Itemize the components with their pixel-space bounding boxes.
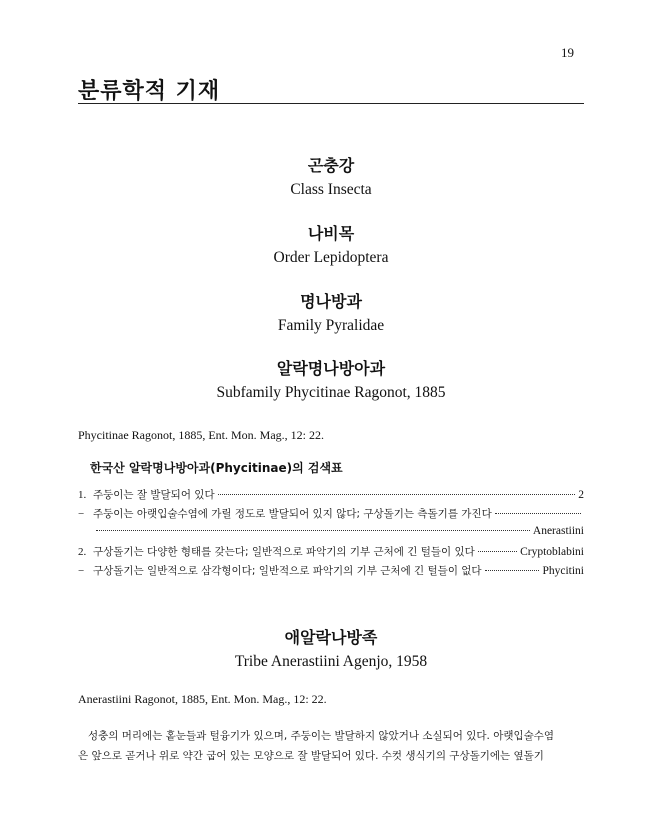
dot-leader xyxy=(495,513,581,514)
taxon-family-korean: 명나방과 xyxy=(300,292,362,311)
section-title: 분류학적 기재 xyxy=(78,79,221,104)
identification-key xyxy=(78,487,584,582)
taxon-class-latin: Class Insecta xyxy=(290,181,372,198)
title-underline xyxy=(78,103,584,104)
key-result: 2 xyxy=(578,489,584,501)
key-result: Phycitini xyxy=(542,565,584,577)
page-number: 19 xyxy=(561,45,574,60)
key-text: 주둥이는 아랫입술수염에 가릴 정도로 발달되어 있지 않다; 구상돌기는 측돌기를 가진다 xyxy=(93,508,492,520)
paragraph-line: 성충의 머리에는 홑눈들과 털융기가 있으며, 주둥이는 발달하지 않았거나 소실되어 있다. 아랫입술수염 xyxy=(88,730,555,742)
key-title: 한국산 알락명나방아과(Phycitinae)의 검색표 xyxy=(90,461,343,475)
taxon-tribe-latin: Tribe Anerastiini Agenjo, 1958 xyxy=(234,653,428,670)
key-text: 구상돌기는 다양한 형태를 갖는다; 일반적으로 파악기의 기부 근처에 긴 털들이 있다 xyxy=(93,546,475,558)
taxon-order xyxy=(78,221,584,267)
body-paragraph xyxy=(78,726,584,766)
key-number: 2. xyxy=(78,546,87,558)
key-result: Cryptoblabini xyxy=(520,546,584,558)
taxon-class-korean: 곤충강 xyxy=(307,156,355,175)
key-line-1 xyxy=(78,487,584,506)
key-number: − xyxy=(78,565,85,577)
tribe-reference: Anerastiini Ragonot, 1885, Ent. Mon. Mag., 12: 22. xyxy=(78,692,327,706)
paragraph-line: 은 앞으로 곧거나 위로 약간 굽어 있는 모양으로 잘 발달되어 있다. 수컷 생식기의 구상돌기에는 옆돌기 xyxy=(78,750,544,762)
key-number: − xyxy=(78,508,85,520)
dot-leader xyxy=(218,494,576,495)
key-line-2 xyxy=(78,506,584,525)
taxon-family xyxy=(78,289,584,335)
key-line-2-continued xyxy=(78,525,584,544)
dot-leader xyxy=(485,570,540,571)
taxon-tribe-korean: 애알락나방족 xyxy=(284,628,378,647)
taxon-subfamily-korean: 알락명나방아과 xyxy=(276,359,386,378)
taxon-subfamily xyxy=(78,356,584,402)
key-result: Anerastiini xyxy=(532,525,584,537)
dot-leader xyxy=(478,551,517,552)
taxon-class xyxy=(78,153,584,199)
dot-leader xyxy=(96,530,530,531)
taxon-tribe xyxy=(78,625,584,671)
taxon-order-korean: 나비목 xyxy=(307,224,355,243)
key-line-3 xyxy=(78,544,584,563)
taxon-subfamily-latin: Subfamily Phycitinae Ragonot, 1885 xyxy=(216,384,446,401)
key-text: 주둥이는 잘 발달되어 있다 xyxy=(93,489,215,501)
key-line-4 xyxy=(78,563,584,582)
taxon-family-latin: Family Pyralidae xyxy=(277,317,385,334)
subfamily-reference: Phycitinae Ragonot, 1885, Ent. Mon. Mag., 12: 22. xyxy=(78,428,324,442)
key-text: 구상돌기는 일반적으로 삼각형이다; 일반적으로 파악기의 기부 근처에 긴 털들이 없다 xyxy=(93,565,482,577)
key-number: 1. xyxy=(78,489,87,501)
taxon-order-latin: Order Lepidoptera xyxy=(273,249,389,266)
